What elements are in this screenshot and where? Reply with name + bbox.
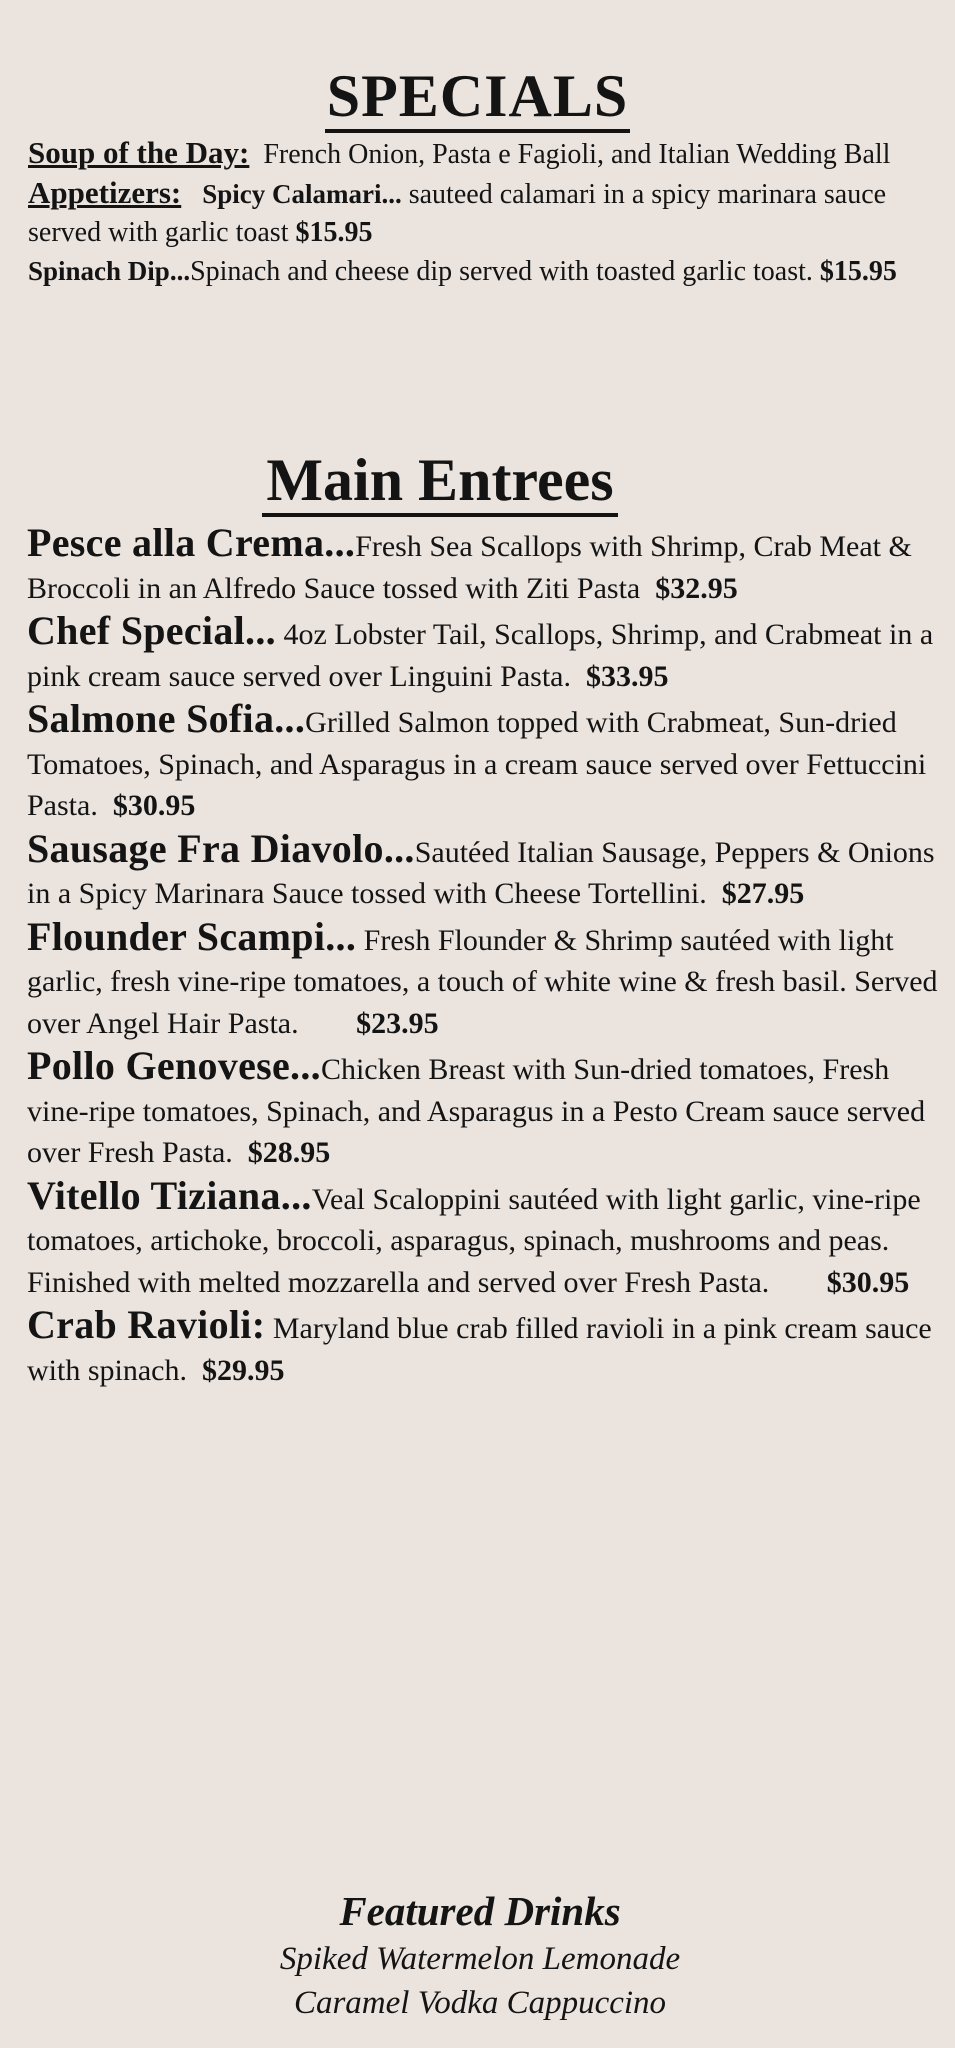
featured-drinks-section: [210, 1885, 750, 2025]
main-entrees-title: Main Entrees: [262, 447, 617, 517]
entree-item: [27, 1172, 942, 1304]
entree-item: [27, 913, 942, 1045]
entree-description: Chicken Breast with Sun-dried tomatoes, Fresh vine-ripe tomatoes, Spinach, and Asparagus in a Pesto Cream sauce served over Fresh Pasta.: [27, 1053, 926, 1169]
soup-text: French Onion, Pasta e Fagioli, and Italian Wedding Ball: [263, 139, 891, 170]
appetizers-label: Appetizers:: [28, 175, 182, 210]
entree-name: Pesce alla Crema...: [27, 520, 356, 565]
main-entrees-heading: [0, 446, 880, 515]
entree-item: [27, 825, 942, 915]
specials-heading: [0, 62, 955, 131]
entree-price: $33.95: [585, 659, 669, 693]
entree-name: Chef Special...: [27, 608, 276, 653]
appetizer-name: Spicy Calamari...: [202, 179, 402, 209]
featured-drinks-title: Featured Drinks: [339, 1888, 621, 1934]
entree-item: [27, 1304, 942, 1391]
entree-description: Veal Scaloppini sautéed with light garlic, vine-ripe tomatoes, artichoke, broccoli, asparagus, spinach, mushrooms and peas. Finished with melted mozzarella and served over Fresh Pasta.: [27, 1182, 921, 1299]
entree-name: Crab Ravioli:: [27, 1302, 266, 1347]
specials-title: SPECIALS: [325, 63, 630, 133]
appetizer-name: Spinach Dip...: [28, 256, 191, 286]
appetizer-item: [28, 252, 928, 291]
entree-price: $30.95: [826, 1265, 910, 1299]
appetizer-price: $15.95: [295, 217, 373, 248]
soup-label: Soup of the Day:: [28, 135, 250, 170]
entree-description: Fresh Sea Scallops with Shrimp, Crab Meat & Broccoli in an Alfredo Sauce tossed with Ziti Pasta: [27, 530, 912, 605]
entree-price: $28.95: [247, 1136, 331, 1169]
entree-description: Grilled Salmon topped with Crabmeat, Sun-dried Tomatoes, Spinach, and Asparagus in a cream sauce served over Fettuccini Pasta.: [27, 706, 927, 822]
appetizer-description: Spinach and cheese dip served with toasted garlic toast.: [190, 256, 813, 287]
drink-item: Spiked Watermelon Lemonade: [279, 1941, 681, 1977]
appetizer-description: sauteed calamari in a spicy marinara sauce served with garlic toast: [28, 179, 887, 248]
specials-section: [28, 134, 928, 291]
entree-item: [27, 698, 942, 827]
entree-description: Sautéed Italian Sausage, Peppers & Onions in a Spicy Marinara Sauce tossed with Cheese Tortellini.: [27, 835, 935, 910]
entree-item: [27, 1045, 942, 1174]
entree-item: [27, 522, 942, 609]
entree-name: Salmone Sofia...: [27, 696, 306, 741]
drink-item: Caramel Vodka Cappuccino: [293, 1985, 667, 2021]
entree-price: $23.95: [356, 1006, 439, 1040]
entree-description: Maryland blue crab filled ravioli in a pink cream sauce with spinach.: [27, 1312, 932, 1387]
entree-price: $29.95: [201, 1353, 285, 1387]
entree-item: [27, 610, 942, 697]
entree-name: Sausage Fra Diavolo...: [27, 825, 415, 871]
entree-name: Vitello Tiziana...: [27, 1172, 312, 1218]
entree-description: 4oz Lobster Tail, Scallops, Shrimp, and Crabmeat in a pink cream sauce served over Linguini Pasta.: [27, 618, 934, 693]
entree-description: Fresh Flounder & Shrimp sautéed with light garlic, fresh vine-ripe tomatoes, a touch of white wine & fresh basil. Served over Angel Hair Pasta.: [27, 923, 938, 1040]
entree-price: $27.95: [721, 877, 805, 910]
entree-price: $30.95: [112, 789, 196, 822]
entree-name: Pollo Genovese...: [27, 1043, 321, 1088]
appetizer-item: [28, 174, 928, 252]
entree-price: $32.95: [655, 571, 738, 605]
entree-name: Flounder Scampi...: [27, 913, 357, 959]
soup-of-the-day: [28, 134, 928, 174]
appetizer-price: $15.95: [819, 256, 897, 287]
entrees-list: [27, 522, 942, 1392]
